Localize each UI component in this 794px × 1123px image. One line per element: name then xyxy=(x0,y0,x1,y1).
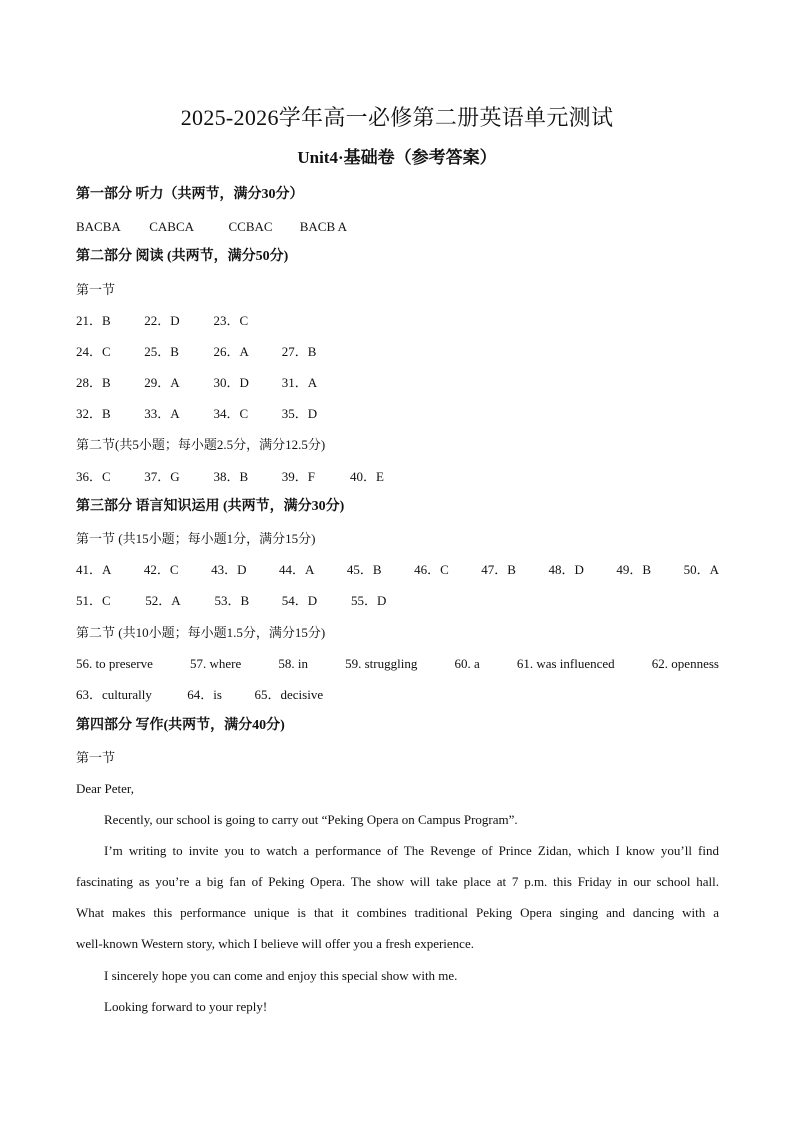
answer-row xyxy=(76,592,719,610)
answer-item: 40．E xyxy=(350,469,384,484)
letter-paragraph-line: What makes this performance unique is that it combines traditional Peking Opera singing and dancing with a xyxy=(76,905,719,920)
answer-item: 42．C xyxy=(143,562,179,577)
answer-item: 47．B xyxy=(481,562,516,577)
part2-section2-label: 第二节(共5小题；每小题2.5分，满分12.5分) xyxy=(76,437,326,452)
answer-row xyxy=(76,561,719,579)
answer-item: 37．G xyxy=(144,469,180,484)
answer-item: 65．decisive xyxy=(254,687,324,702)
answer-item: 62. openness xyxy=(651,656,719,671)
answer-group: BACBA xyxy=(76,219,121,234)
document-title: 2025-2026学年高一必修第二册英语单元测试 xyxy=(180,105,614,130)
answer-item: 28．B xyxy=(76,375,111,390)
answer-item: 31．A xyxy=(281,375,318,390)
answer-item: 44．A xyxy=(279,562,315,577)
answer-item: 59. struggling xyxy=(345,656,418,671)
answer-item: 50．A xyxy=(683,562,719,577)
answer-item: 56. to preserve xyxy=(76,656,153,671)
answer-item: 51．C xyxy=(76,593,111,608)
part1-heading: 第一部分 听力（共两节，满分30分） xyxy=(76,187,304,202)
document-subtitle: Unit4·基础卷（参考答案） xyxy=(297,148,497,167)
answer-row xyxy=(76,655,719,673)
letter-paragraph: Recently, our school is going to carry out “Peking Opera on Campus Program”. xyxy=(104,812,518,827)
letter-paragraph-line: well-known Western story, which I believe will offer you a fresh experience. xyxy=(76,936,474,951)
answer-item: 60. a xyxy=(454,656,480,671)
answer-item: 38．B xyxy=(213,469,249,484)
part3-section2-label: 第二节 (共10小题；每小题1.5分，满分15分) xyxy=(76,625,326,640)
answer-item: 46．C xyxy=(414,562,449,577)
answer-item: 34．C xyxy=(213,406,249,421)
letter-paragraph: I sincerely hope you can come and enjoy this special show with me. xyxy=(104,968,458,983)
answer-item: 61. was influenced xyxy=(516,656,615,671)
answer-item: 23．C xyxy=(213,313,249,328)
answer-item: 41．A xyxy=(76,562,112,577)
answer-item: 29．A xyxy=(144,375,180,390)
answer-item: 54．D xyxy=(281,593,318,608)
letter-closing: Looking forward to your reply! xyxy=(104,999,268,1014)
answer-item: 33．A xyxy=(144,406,180,421)
answer-group: BACB A xyxy=(299,219,348,234)
answer-item: 64．is xyxy=(187,687,222,702)
letter-paragraph-line: I’m writing to invite you to watch a performance of The Revenge of Prince Zidan, which I know you’ll find xyxy=(104,843,719,858)
answer-item: 48．D xyxy=(548,562,584,577)
answer-item: 36．C xyxy=(76,469,111,484)
answer-row xyxy=(76,343,719,361)
part3-heading: 第三部分 语言知识运用 (共两节，满分30分) xyxy=(76,499,345,514)
answer-item: 43．D xyxy=(211,562,247,577)
answer-item: 22．D xyxy=(144,313,180,328)
answer-row xyxy=(76,686,719,704)
answer-row xyxy=(76,312,719,330)
answer-item: 63．culturally xyxy=(76,687,152,702)
answer-item: 57. where xyxy=(190,656,242,671)
answer-item: 39．F xyxy=(281,469,315,484)
answer-item: 52．A xyxy=(145,593,181,608)
part2-heading: 第二部分 阅读 (共两节，满分50分) xyxy=(76,249,289,264)
part3-section1-label: 第一节 (共15小题；每小题1分，满分15分) xyxy=(76,531,316,546)
answer-item: 24．C xyxy=(76,344,111,359)
answer-group: CABCA xyxy=(149,219,195,234)
answer-item: 35．D xyxy=(281,406,318,421)
answer-item: 55．D xyxy=(351,593,387,608)
part4-heading: 第四部分 写作(共两节，满分40分) xyxy=(76,718,285,733)
part1-answer-row xyxy=(76,218,719,236)
answer-item: 26．A xyxy=(213,344,249,359)
answer-item: 45．B xyxy=(346,562,382,577)
part2-section1-label: 第一节 xyxy=(76,282,116,297)
answer-item: 27．B xyxy=(281,344,317,359)
answer-row xyxy=(76,468,719,486)
answer-item: 53．B xyxy=(214,593,250,608)
answer-item: 30．D xyxy=(213,375,249,390)
answer-item: 58. in xyxy=(278,656,308,671)
answer-group: CCBAC xyxy=(228,219,273,234)
part4-section1-label: 第一节 xyxy=(76,750,116,765)
letter-paragraph-line: fascinating as you’re a big fan of Peking Opera. The show will take place at 7 p.m. this Friday in our school hall. xyxy=(76,874,719,889)
answer-row xyxy=(76,405,719,423)
letter-greeting: Dear Peter, xyxy=(76,781,134,796)
answer-item: 32．B xyxy=(76,406,111,421)
answer-item: 21．B xyxy=(76,313,111,328)
answer-row xyxy=(76,374,719,392)
answer-item: 49．B xyxy=(616,562,652,577)
answer-item: 25．B xyxy=(144,344,179,359)
